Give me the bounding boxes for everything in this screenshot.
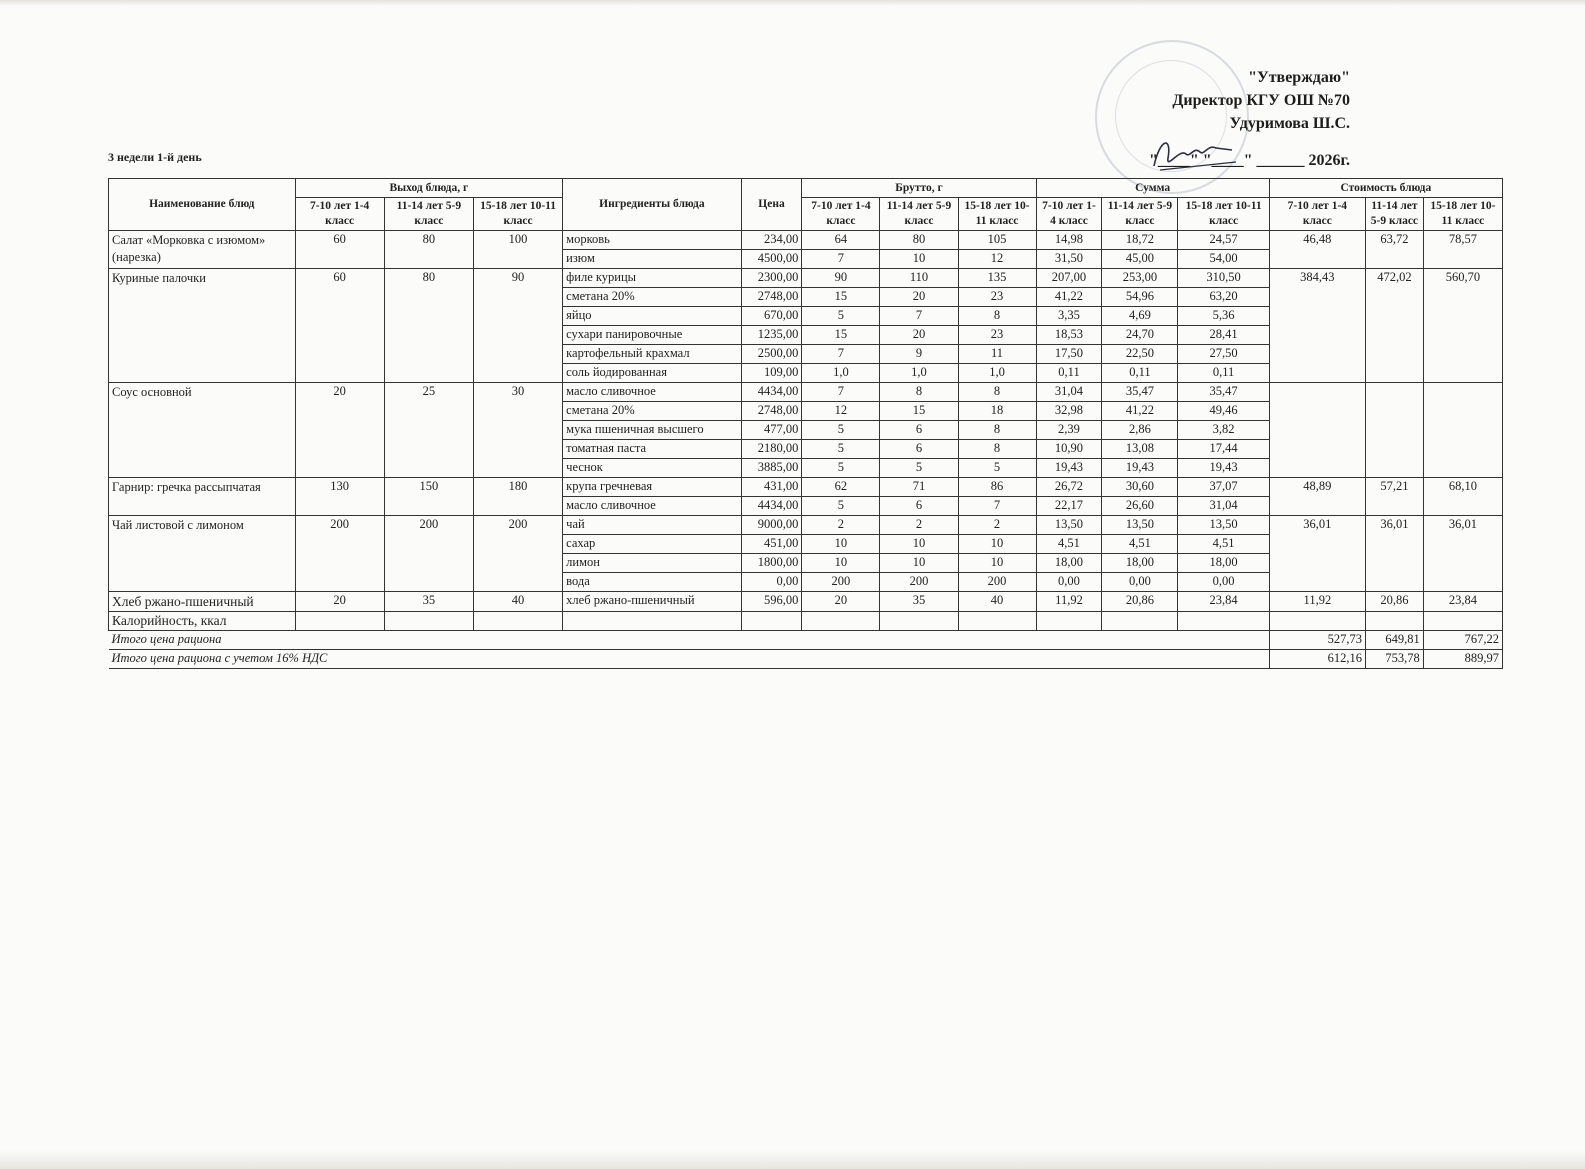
ingredient-name: вода	[563, 573, 741, 592]
dish-cost: 36,01	[1366, 516, 1424, 592]
ingredient-name: томатная паста	[563, 440, 741, 459]
ingredient-brutto: 200	[880, 573, 958, 592]
ingredient-name: изюм	[563, 250, 741, 269]
ingredient-sum: 28,41	[1178, 326, 1269, 345]
total-vat-age1: 612,16	[1269, 650, 1365, 669]
ingredient-sum: 11,92	[1036, 592, 1102, 612]
ingredient-sum: 26,60	[1102, 497, 1178, 516]
dish-output: 180	[473, 478, 562, 516]
ingredient-brutto: 1,0	[958, 364, 1036, 383]
dish-cost: 20,86	[1366, 592, 1424, 612]
dish-name: Хлеб ржано-пшеничный	[109, 592, 296, 612]
ingredient-brutto: 10	[802, 554, 880, 573]
ingredient-brutto: 1,0	[880, 364, 958, 383]
dish-output: 200	[384, 516, 473, 592]
ingredient-brutto: 10	[958, 535, 1036, 554]
dish-cost: 48,89	[1269, 478, 1365, 516]
dish-cost: 78,57	[1423, 231, 1502, 269]
day-title: 3 недели 1-й день	[108, 150, 202, 164]
dish-output: 20	[295, 592, 384, 612]
ingredient-name: лимон	[563, 554, 741, 573]
ingredient-brutto: 1,0	[802, 364, 880, 383]
ingredient-sum: 35,47	[1178, 383, 1269, 402]
ingredient-brutto: 10	[880, 535, 958, 554]
ingredient-sum: 19,43	[1036, 459, 1102, 478]
header-brutto: Брутто, г	[802, 179, 1036, 198]
ingredient-brutto: 8	[958, 383, 1036, 402]
ingredient-name: морковь	[563, 231, 741, 250]
dish-cost	[1366, 383, 1424, 478]
ingredient-sum: 0,11	[1102, 364, 1178, 383]
table-row	[109, 231, 1503, 250]
ingredient-price: 1235,00	[741, 326, 802, 345]
ingredient-brutto: 10	[880, 250, 958, 269]
ingredient-price: 2500,00	[741, 345, 802, 364]
header-sum: Сумма	[1036, 179, 1269, 198]
ingredient-price: 1800,00	[741, 554, 802, 573]
dish-name: Салат «Морковка с изюмом» (нарезка)	[109, 231, 296, 269]
ingredient-brutto: 9	[880, 345, 958, 364]
dish-name: Гарнир: гречка рассыпчатая	[109, 478, 296, 516]
total-label: Итого цена рациона	[109, 631, 1037, 650]
ingredient-sum: 31,04	[1178, 497, 1269, 516]
dish-output: 200	[295, 516, 384, 592]
ingredient-sum: 31,04	[1036, 383, 1102, 402]
header-dish-name: Наименование блюд	[109, 179, 296, 231]
ingredient-sum: 18,72	[1102, 231, 1178, 250]
total-age1: 527,73	[1269, 631, 1365, 650]
ingredient-brutto: 10	[958, 554, 1036, 573]
dish-name: Соус основной	[109, 383, 296, 478]
ingredient-sum: 2,39	[1036, 421, 1102, 440]
ingredient-brutto: 12	[958, 250, 1036, 269]
ingredient-sum: 3,35	[1036, 307, 1102, 326]
header-sum-age1: 7-10 лет 1-4 класс	[1036, 198, 1102, 231]
ingredient-sum: 0,11	[1036, 364, 1102, 383]
ingredient-sum: 19,43	[1178, 459, 1269, 478]
ingredient-brutto: 6	[880, 440, 958, 459]
ingredient-price: 0,00	[741, 573, 802, 592]
ingredient-sum: 207,00	[1036, 269, 1102, 288]
ingredient-brutto: 5	[802, 459, 880, 478]
total-age3: 767,22	[1423, 631, 1502, 650]
dish-cost: 472,02	[1366, 269, 1424, 383]
ingredient-brutto: 71	[880, 478, 958, 497]
dish-output: 150	[384, 478, 473, 516]
ingredient-sum: 4,69	[1102, 307, 1178, 326]
ingredient-brutto: 80	[880, 231, 958, 250]
ingredient-brutto: 5	[802, 440, 880, 459]
ingredient-brutto: 86	[958, 478, 1036, 497]
ingredient-brutto: 8	[958, 440, 1036, 459]
table-row	[109, 592, 1503, 612]
ingredient-brutto: 5	[802, 497, 880, 516]
table-row	[109, 516, 1503, 535]
table-row	[109, 269, 1503, 288]
ingredient-sum: 37,07	[1178, 478, 1269, 497]
approval-line-1: "Утверждаю"	[1248, 69, 1350, 86]
dish-cost: 36,01	[1423, 516, 1502, 592]
dish-name: Куриные палочки	[109, 269, 296, 383]
dish-output: 20	[295, 383, 384, 478]
ingredient-brutto: 23	[958, 288, 1036, 307]
ingredient-brutto: 7	[802, 345, 880, 364]
ingredient-sum: 10,90	[1036, 440, 1102, 459]
ingredient-brutto: 110	[880, 269, 958, 288]
ingredient-name: сухари панировочные	[563, 326, 741, 345]
ingredient-name: крупа гречневая	[563, 478, 741, 497]
ingredient-brutto: 15	[880, 402, 958, 421]
table-row	[109, 478, 1503, 497]
ingredient-brutto: 200	[958, 573, 1036, 592]
ingredient-sum: 13,08	[1102, 440, 1178, 459]
ingredient-brutto: 5	[802, 307, 880, 326]
ingredient-sum: 32,98	[1036, 402, 1102, 421]
ingredient-sum: 3,82	[1178, 421, 1269, 440]
menu-table-wrapper	[108, 178, 1503, 669]
ingredient-sum: 4,51	[1036, 535, 1102, 554]
ingredient-sum: 0,00	[1036, 573, 1102, 592]
ingredient-sum: 22,50	[1102, 345, 1178, 364]
ingredient-name: картофельный крахмал	[563, 345, 741, 364]
ingredient-sum: 27,50	[1178, 345, 1269, 364]
ingredient-brutto: 20	[802, 592, 880, 612]
header-cost-age3: 15-18 лет 10-11 класс	[1423, 198, 1502, 231]
ingredient-price: 234,00	[741, 231, 802, 250]
ingredient-sum: 18,00	[1102, 554, 1178, 573]
ingredient-brutto: 7	[802, 250, 880, 269]
header-price: Цена	[741, 179, 802, 231]
approval-line-2: Директор КГУ ОШ №70	[1172, 92, 1350, 109]
ingredient-sum: 30,60	[1102, 478, 1178, 497]
ingredient-price: 477,00	[741, 421, 802, 440]
ingredient-sum: 49,46	[1178, 402, 1269, 421]
dish-cost	[1269, 383, 1365, 478]
ingredient-sum: 31,50	[1036, 250, 1102, 269]
dish-output: 200	[473, 516, 562, 592]
ingredient-name: сахар	[563, 535, 741, 554]
ingredient-sum: 41,22	[1102, 402, 1178, 421]
ingredient-brutto: 2	[802, 516, 880, 535]
ingredient-sum: 18,53	[1036, 326, 1102, 345]
ingredient-price: 2748,00	[741, 402, 802, 421]
header-cost-age1: 7-10 лет 1-4 класс	[1269, 198, 1365, 231]
ingredient-brutto: 20	[880, 326, 958, 345]
ingredient-sum: 41,22	[1036, 288, 1102, 307]
ingredient-sum: 18,00	[1036, 554, 1102, 573]
dish-name: Чай листовой с лимоном	[109, 516, 296, 592]
total-vat-label: Итого цена рациона с учетом 16% НДС	[109, 650, 1037, 669]
ingredient-brutto: 20	[880, 288, 958, 307]
ingredient-brutto: 2	[958, 516, 1036, 535]
ingredient-brutto: 15	[802, 326, 880, 345]
ingredient-price: 2300,00	[741, 269, 802, 288]
ingredient-sum: 54,00	[1178, 250, 1269, 269]
ingredient-brutto: 10	[802, 535, 880, 554]
ingredient-sum: 17,50	[1036, 345, 1102, 364]
approval-line-3: Удуримова Ш.С.	[1229, 115, 1350, 132]
total-vat-age3: 889,97	[1423, 650, 1502, 669]
dish-cost: 46,48	[1269, 231, 1365, 269]
ingredient-sum: 26,72	[1036, 478, 1102, 497]
dish-cost: 36,01	[1269, 516, 1365, 592]
ingredient-name: соль йодированная	[563, 364, 741, 383]
ingredient-price: 451,00	[741, 535, 802, 554]
dish-output: 35	[384, 592, 473, 612]
approval-block	[1060, 66, 1350, 172]
dish-cost: 23,84	[1423, 592, 1502, 612]
header-cost-age2: 11-14 лет 5-9 класс	[1366, 198, 1424, 231]
ingredient-name: масло сливочное	[563, 383, 741, 402]
ingredient-sum: 13,50	[1178, 516, 1269, 535]
dish-output: 60	[295, 231, 384, 269]
ingredient-brutto: 18	[958, 402, 1036, 421]
ingredient-brutto: 15	[802, 288, 880, 307]
ingredient-sum: 4,51	[1178, 535, 1269, 554]
ingredient-sum: 24,57	[1178, 231, 1269, 250]
ingredient-brutto: 8	[958, 421, 1036, 440]
ingredient-name: сметана 20%	[563, 402, 741, 421]
ingredient-brutto: 6	[880, 497, 958, 516]
ingredient-price: 4500,00	[741, 250, 802, 269]
header-output-age2: 11-14 лет 5-9 класс	[384, 198, 473, 231]
ingredient-price: 670,00	[741, 307, 802, 326]
ingredient-brutto: 5	[880, 459, 958, 478]
ingredient-sum: 2,86	[1102, 421, 1178, 440]
dish-output: 90	[473, 269, 562, 383]
ingredient-sum: 253,00	[1102, 269, 1178, 288]
ingredient-price: 4434,00	[741, 383, 802, 402]
ingredient-brutto: 40	[958, 592, 1036, 612]
dish-cost: 384,43	[1269, 269, 1365, 383]
total-vat-row	[109, 650, 1503, 669]
ingredient-sum: 5,36	[1178, 307, 1269, 326]
header-brutto-age3: 15-18 лет 10-11 класс	[958, 198, 1036, 231]
header-cost: Стоимость блюда	[1269, 179, 1502, 198]
header-sum-age3: 15-18 лет 10-11 класс	[1178, 198, 1269, 231]
dish-cost: 63,72	[1366, 231, 1424, 269]
ingredient-price: 9000,00	[741, 516, 802, 535]
ingredient-sum: 20,86	[1102, 592, 1178, 612]
ingredient-sum: 35,47	[1102, 383, 1178, 402]
ingredient-sum: 14,98	[1036, 231, 1102, 250]
dish-output: 30	[473, 383, 562, 478]
ingredient-sum: 17,44	[1178, 440, 1269, 459]
ingredient-sum: 13,50	[1102, 516, 1178, 535]
ingredient-brutto: 7	[880, 307, 958, 326]
dish-output: 100	[473, 231, 562, 269]
ingredient-sum: 0,00	[1178, 573, 1269, 592]
ingredient-brutto: 64	[802, 231, 880, 250]
ingredient-name: сметана 20%	[563, 288, 741, 307]
ingredient-sum: 19,43	[1102, 459, 1178, 478]
dish-cost: 560,70	[1423, 269, 1502, 383]
ingredient-sum: 0,00	[1102, 573, 1178, 592]
ingredient-price: 4434,00	[741, 497, 802, 516]
ingredient-price: 109,00	[741, 364, 802, 383]
total-row	[109, 631, 1503, 650]
ingredient-sum: 13,50	[1036, 516, 1102, 535]
ingredient-brutto: 2	[880, 516, 958, 535]
total-age2: 649,81	[1366, 631, 1424, 650]
ingredient-sum: 54,96	[1102, 288, 1178, 307]
header-output: Выход блюда, г	[295, 179, 563, 198]
ingredient-price: 2180,00	[741, 440, 802, 459]
ingredient-brutto: 200	[802, 573, 880, 592]
ingredient-price: 596,00	[741, 592, 802, 612]
ingredient-brutto: 135	[958, 269, 1036, 288]
dish-cost	[1423, 383, 1502, 478]
ingredient-brutto: 5	[958, 459, 1036, 478]
ingredient-brutto: 62	[802, 478, 880, 497]
dish-output: 25	[384, 383, 473, 478]
ingredient-brutto: 10	[880, 554, 958, 573]
ingredient-brutto: 5	[802, 421, 880, 440]
dish-output: 60	[295, 269, 384, 383]
ingredient-price: 431,00	[741, 478, 802, 497]
ingredient-brutto: 12	[802, 402, 880, 421]
ingredient-sum: 22,17	[1036, 497, 1102, 516]
ingredient-sum: 45,00	[1102, 250, 1178, 269]
ingredient-sum: 310,50	[1178, 269, 1269, 288]
approval-date: "____" "____" ______ 2026г.	[1149, 152, 1350, 169]
ingredient-name: филе курицы	[563, 269, 741, 288]
table-row	[109, 383, 1503, 402]
ingredient-name: хлеб ржано-пшеничный	[563, 592, 741, 612]
dish-output: 80	[384, 231, 473, 269]
ingredient-brutto: 7	[802, 383, 880, 402]
ingredient-brutto: 7	[958, 497, 1036, 516]
ingredient-sum: 23,84	[1178, 592, 1269, 612]
ingredient-sum: 0,11	[1178, 364, 1269, 383]
dish-cost: 57,21	[1366, 478, 1424, 516]
ingredient-brutto: 23	[958, 326, 1036, 345]
menu-table	[108, 178, 1503, 669]
ingredient-name: масло сливочное	[563, 497, 741, 516]
ingredient-sum: 18,00	[1178, 554, 1269, 573]
scan-bottom-edge	[0, 1150, 1585, 1169]
total-vat-age2: 753,78	[1366, 650, 1424, 669]
kcal-label: Калорийность, ккал	[109, 612, 296, 631]
scan-top-edge	[0, 0, 1585, 6]
header-ingredients: Ингредиенты блюда	[563, 179, 741, 231]
header-output-age1: 7-10 лет 1-4 класс	[295, 198, 384, 231]
menu-body	[109, 231, 1503, 669]
ingredient-price: 3885,00	[741, 459, 802, 478]
ingredient-brutto: 90	[802, 269, 880, 288]
header-output-age3: 15-18 лет 10-11 класс	[473, 198, 562, 231]
ingredient-name: мука пшеничная высшего	[563, 421, 741, 440]
ingredient-brutto: 8	[958, 307, 1036, 326]
ingredient-sum: 24,70	[1102, 326, 1178, 345]
dish-output: 130	[295, 478, 384, 516]
dish-cost: 68,10	[1423, 478, 1502, 516]
header-sum-age2: 11-14 лет 5-9 класс	[1102, 198, 1178, 231]
dish-output: 80	[384, 269, 473, 383]
ingredient-name: яйцо	[563, 307, 741, 326]
dish-output: 40	[473, 592, 562, 612]
ingredient-brutto: 35	[880, 592, 958, 612]
header-brutto-age2: 11-14 лет 5-9 класс	[880, 198, 958, 231]
ingredient-brutto: 6	[880, 421, 958, 440]
dish-cost: 11,92	[1269, 592, 1365, 612]
ingredient-brutto: 105	[958, 231, 1036, 250]
ingredient-name: чай	[563, 516, 741, 535]
ingredient-sum: 4,51	[1102, 535, 1178, 554]
ingredient-name: чеснок	[563, 459, 741, 478]
ingredient-brutto: 8	[880, 383, 958, 402]
ingredient-brutto: 11	[958, 345, 1036, 364]
ingredient-sum: 63,20	[1178, 288, 1269, 307]
header-brutto-age1: 7-10 лет 1-4 класс	[802, 198, 880, 231]
kcal-row	[109, 612, 1503, 631]
ingredient-price: 2748,00	[741, 288, 802, 307]
